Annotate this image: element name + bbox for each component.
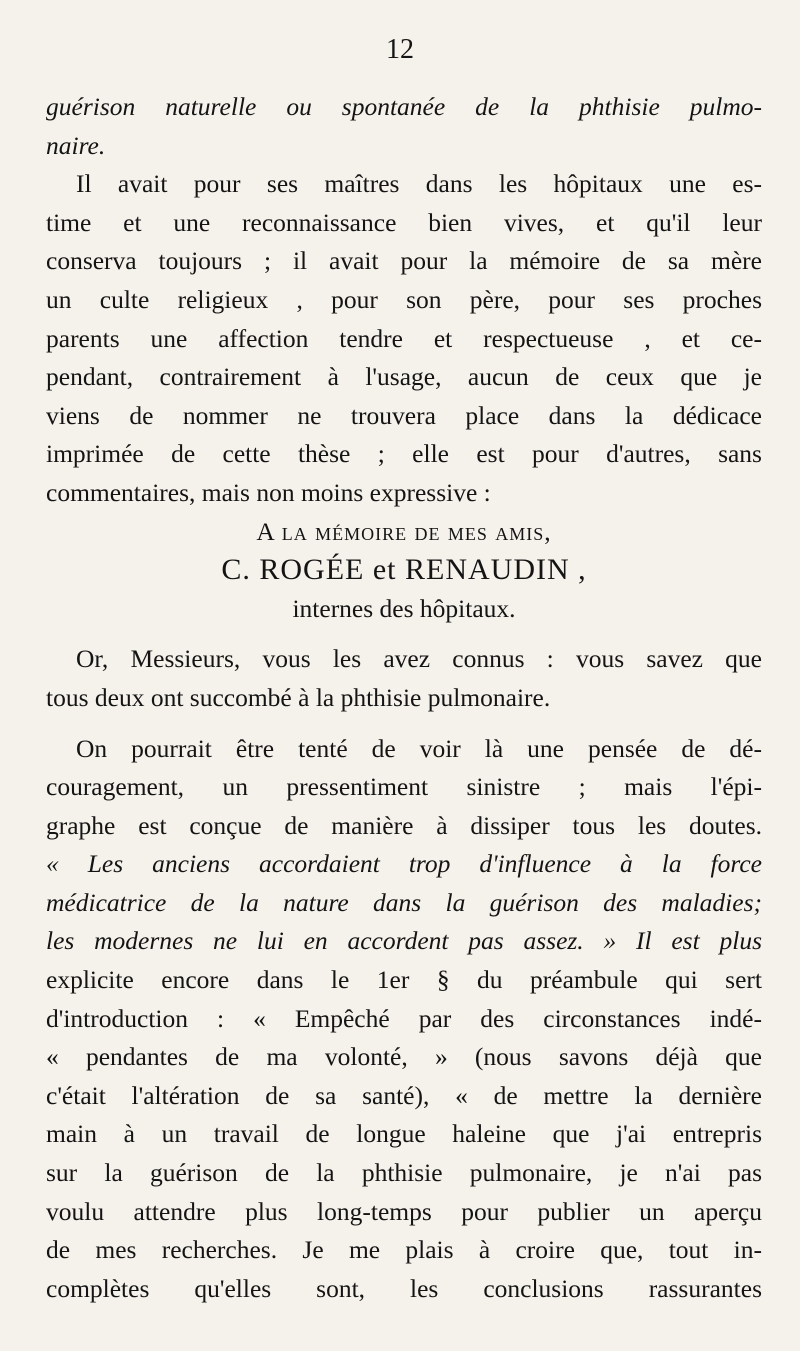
text-line: explicite encore dans le 1er § du préambule qui sert <box>46 965 762 995</box>
text-line: naire. <box>46 130 106 160</box>
text-line: viens de nommer ne trouvera place dans la dédicace <box>46 400 762 430</box>
text-line: commentaires, mais non moins expressive : <box>46 477 491 507</box>
text-line: parents une affection tendre et respectueuse , et ce- <box>46 323 762 353</box>
text-line: imprimée de cette thèse ; elle est pour d'autres, sans <box>46 439 762 469</box>
text-line: tous deux ont succombé à la phthisie pulmonaire. <box>46 682 551 712</box>
text-line: internes des hôpitaux. <box>292 593 516 623</box>
text-line: Or, Messieurs, vous les avez connus : vous savez que <box>76 644 762 674</box>
page-number: 12 <box>386 34 414 65</box>
text-line: « pendantes de ma volonté, » (nous savons déjà que <box>46 1042 762 1072</box>
text-line: Il avait pour ses maîtres dans les hôpitaux une es- <box>76 169 762 199</box>
text-line: « Les anciens accordaient trop d'influence à la force <box>46 849 762 879</box>
text-line: pendant, contrairement à l'usage, aucun de ceux que je <box>46 362 762 392</box>
page-text <box>46 88 762 1308</box>
text-line: time et une reconnaissance bien vives, et qu'il leur <box>46 207 762 237</box>
text-line: guérison naturelle ou spontanée de la phthisie pulmo- <box>46 92 762 121</box>
text-line: médicatrice de la nature dans la guérison des maladies; <box>46 887 762 917</box>
text-line: couragement, un pressentiment sinistre ; mais l'épi- <box>46 772 762 802</box>
text-line: complètes qu'elles sont, les conclusions rassurantes <box>46 1273 762 1303</box>
text-line: C. ROGÉE et RENAUDIN , <box>221 553 587 587</box>
text-line: les modernes ne lui en accordent pas assez. » Il est plus <box>46 926 762 956</box>
text-line: sur la guérison de la phthisie pulmonaire, je n'ai pas <box>46 1158 762 1188</box>
text-line: un culte religieux , pour son père, pour ses proches <box>46 284 762 314</box>
text-line: d'introduction : « Empêché par des circonstances indé- <box>46 1003 762 1033</box>
text-line: A la mémoire de mes amis, <box>256 516 552 546</box>
text-line: main à un travail de longue haleine que j'ai entrepris <box>46 1119 762 1149</box>
text-line: conserva toujours ; il avait pour la mémoire de sa mère <box>46 246 762 276</box>
text-line: On pourrait être tenté de voir là une pensée de dé- <box>76 733 762 763</box>
text-line: voulu attendre plus long-temps pour publier un aperçu <box>46 1196 762 1226</box>
text-line: de mes recherches. Je me plais à croire que, tout in- <box>46 1235 762 1265</box>
paragraph-gap <box>46 628 762 640</box>
paragraph-gap <box>46 718 762 730</box>
text-line: graphe est conçue de manière à dissiper tous les doutes. <box>46 810 762 840</box>
text-line: c'était l'altération de sa santé), « de mettre la dernière <box>46 1080 762 1110</box>
